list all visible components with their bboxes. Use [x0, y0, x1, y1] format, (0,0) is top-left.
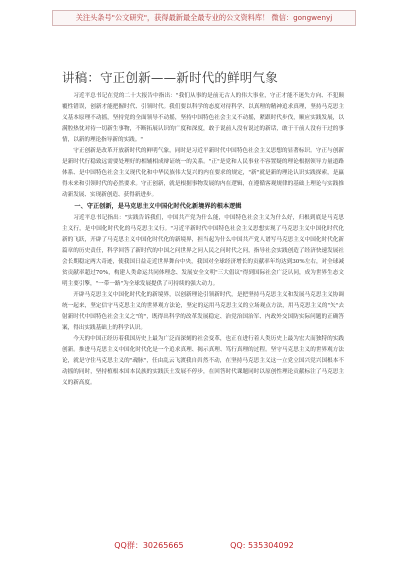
promo-banner: [52, 10, 356, 26]
paragraph: 守正创新是改革开放新时代的鲜明气象，同时是习近平新时代中国特色社会主义思想的显著标识。守正与创新是新时代行稳致远需要处理好的相辅相成辩证统一的关系。"正"是党和人民事业不容置疑的理论根据领导力量道路体系、是中国特色社会主义现代化和中华民族伟大复兴的内在要求的规定，"新"就是新的理论认识实践探索，是赢得未来和引领时代的必然要求。守正创新，就是根据事物发展的内在逻辑，在遵循客观规律的基础上理论与实践推动新发展、实现新创造、获得新进步。: [62, 148, 344, 198]
promo-banner-text: 关注头条号"公文研究"，获得最新最全最专业的公文资料库！ 微信：gongwenyj: [75, 13, 333, 22]
document-body: [62, 91, 344, 389]
section-heading: 一、守正创新，是马克思主义中国化时代化新境界的根本逻辑: [74, 203, 242, 210]
qq-number: QQ: 535304092: [230, 541, 294, 550]
paragraph: 习近平总书记指出："实践告诉我们，中国共产党为什么能，中国特色社会主义为什么好，归根到底是马克思主义行，是中国化时代化的马克思主义行。"习近平新时代中国特色社会主义思想实现了马克思主义中国化时代化新的飞跃，开辟了马克思主义中国化时代化的新境界，担当起为什么中国共产党人谱写马克思主义中国化时代化新篇章的历史责任，科学回答了新时代的中国之问世界之问人民之问时代之问，指导社会实践创造了经济快速发展社会长期稳定两大奇迹，使我国日益走近世界舞台中央，我国对全球经济增长的贡献率年均达到30%左右，对全球减贫贡献率超过70%，构建人类命运共同体理念、发展安全文明"三大倡议"得到国际社会广泛认同，成为世界生态文明主要引擎，"一带一路"为全球发展提供了可持续的强大动力。: [62, 215, 344, 287]
qq-group-number: QQ群：30265665: [114, 541, 184, 550]
paragraph: 习近平总书记在党的二十大报告中指出："我们从事的是前无古人的伟大事业，守正才能不迷失方向、不犯颠覆性错误，创新才能把握时代、引领时代。我们要以科学的态度对待科学、以真理的精神追求真理，坚持马克思主义基本原理不动摇，坚持党的全面领导不动摇，坚持中国特色社会主义不动摇，紧跟时代步伐，顺应实践发展，以满腔热忱对待一切新生事物，不断拓展认识的广度和深度，敢于说前人没有说过的新话，敢于干前人没有干过的事情，以新的理论指导新的实践。": [62, 93, 344, 143]
page-footer: [0, 540, 408, 551]
paragraph: 开辟马克思主义中国化时代化的新境界，以创新理论引领新时代，是把坚持马克思主义和发展马克思主义协调统一起来，坚定信守马克思主义的世界观方法论，坚定的运用马克思主义的立场观点方法，用马克思主义的"矢"去射新时代中国特色社会主义之"的"，既得出科学的改革发展稳定、治党治国治军、内政外交国防实际问题的正确答案，得出实践基础上的科学认识。: [62, 292, 344, 331]
paragraph: 今天的中国正经历着我国历史上最为广泛而深刻的社会变革，也正在进行着人类历史上最为宏大而独特的实践创新。推进马克思主义中国化时代化是一个追求真理、揭示真理、笃行真理的过程。坚守马克思主义的世界观方法论，就是守住马克思主义的"魂脉"，任由乱云飞渡我自岿然不动，在坚持马克思主义这一立党立国兴党兴国根本不动摇的同时，坚持植根本国本民族的实践沃土发展不停步，在回答时代课题同时以原创性理论贡献标注了马克思主义的新高度。: [62, 336, 344, 386]
document-title: 讲稿：守正创新——新时代的鲜明气象: [62, 70, 278, 85]
